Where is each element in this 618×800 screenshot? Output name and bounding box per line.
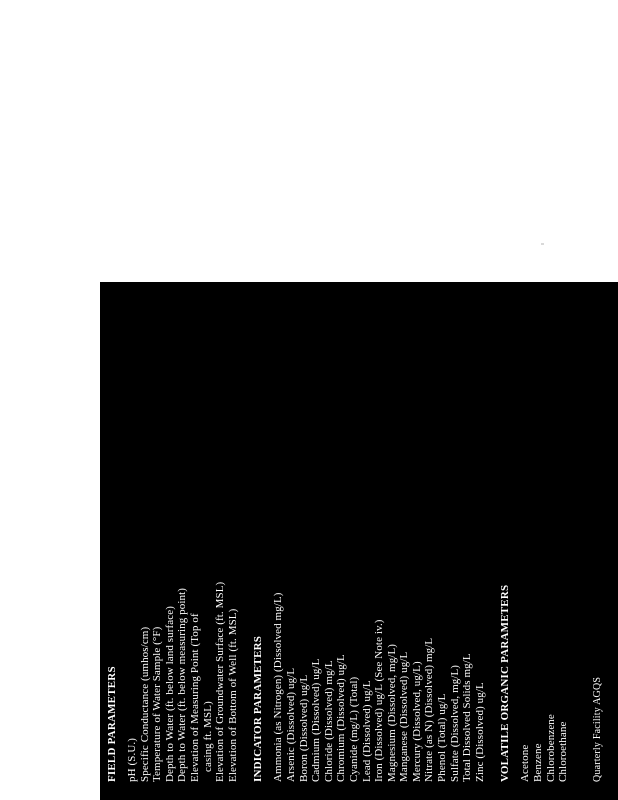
parameter-item: Cyanide (mg/L) (Total) (347, 676, 360, 782)
parameter-item: Elevation of Bottom of Well (ft. MSL) (226, 608, 239, 782)
parameter-item: Elevation of Groundwater Surface (ft. MSL) (214, 581, 227, 782)
parameter-item: Arsenic (Dissolved) ug/L (284, 667, 297, 782)
parameter-item: Manganese (Dissolved) ug/L (398, 651, 411, 782)
parameter-item: Benzene (532, 743, 545, 782)
parameter-item: Chloride (Dissolved) mg/L (322, 660, 335, 782)
parameter-item: Magnesium (Dissolved, mg/L) (385, 643, 398, 782)
section-heading-field-parameters: FIELD PARAMETERS (106, 666, 118, 782)
section-heading-volatile-organic-parameters: VOLATILE ORGANIC PARAMETERS (499, 584, 512, 782)
parameter-item: pH (S.U.) (126, 738, 138, 782)
parameter-item: Depth to Water (ft. below measuring point) (176, 587, 189, 782)
parameter-item: Total Dissolved Solids mg/L (461, 653, 474, 782)
parameter-item-continuation: casing ft. MSL) (201, 701, 214, 772)
scanned-page-region (100, 282, 618, 800)
parameter-item: Ammonia (as Nitrogen) (Dissolved mg/L) (272, 592, 285, 782)
parameter-item: Acetone (519, 744, 532, 782)
parameter-item: Elevation of Measuring Point (Top of (188, 613, 201, 782)
parameter-item: Sulfate (Dissolved, mg/L) (448, 664, 461, 782)
parameter-item: Iron (Dissolved) ug/L (See Note iv.) (373, 619, 386, 782)
parameter-item: Cadmium (Dissolved) ug/L (310, 658, 323, 782)
parameter-item: Chromium (Dissolved) ug/L (335, 654, 348, 782)
parameter-item: Lead (Dissolved) ug/L (360, 680, 373, 782)
parameter-item: Depth to Water (ft. below land surface) (163, 606, 176, 782)
parameter-item: Specific Conductance (umhos/cm) (138, 626, 151, 782)
parameter-item: Phenol (Total) ug/L (436, 693, 449, 782)
scan-artifact-speck (541, 243, 544, 245)
parameter-item: Mercury (Dissolved, ug/L) (410, 661, 423, 782)
parameter-item: Boron (Dissolved) ug/L (297, 674, 310, 782)
rotated-page-content (100, 282, 618, 800)
page-running-header: Quarterly Facility AGQS (592, 676, 603, 782)
parameter-item: Chloroethane (557, 721, 570, 782)
parameter-item: Zinc (Dissolved) ug/L (473, 682, 486, 782)
parameter-item: Temperature of Water Sample (°F) (151, 626, 164, 782)
parameter-list (106, 312, 570, 782)
parameter-item: Chlorobenzene (544, 714, 557, 782)
parameter-item: Nitrate (as N) (Dissolved) mg/L (423, 637, 436, 782)
section-heading-indicator-parameters: INDICATOR PARAMETERS (252, 635, 265, 782)
